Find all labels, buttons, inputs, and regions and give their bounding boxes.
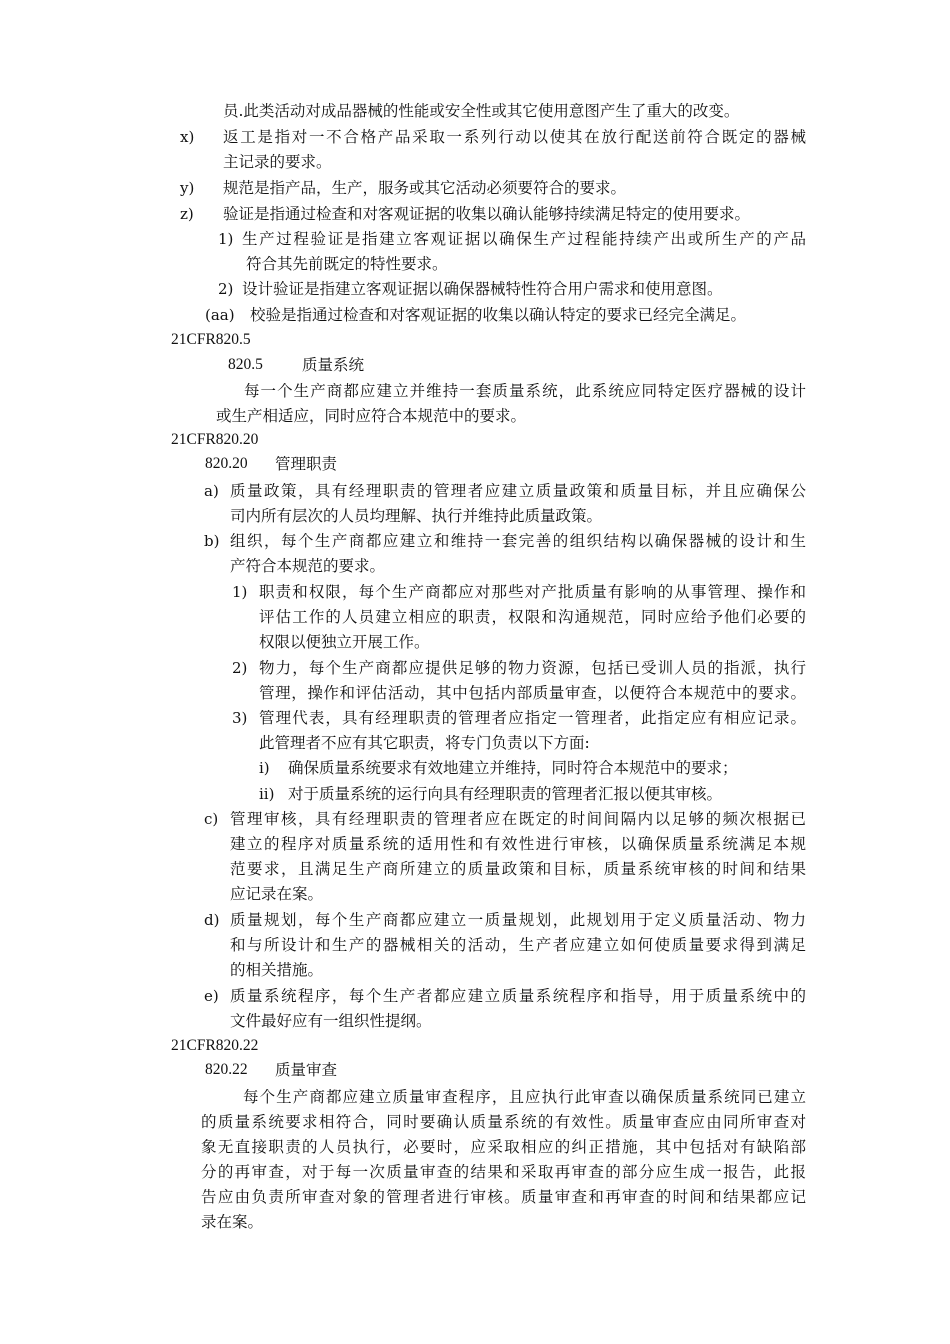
item-x-text-cont: 主记录的要求。 (223, 153, 332, 171)
section-820-5-para-line1: 每一个生产商都应建立并维持一套质量系统，此系统应同特定医疗器械的设计 (244, 382, 806, 400)
item-e-text-cont: 文件最好应有一组织性提纲。 (230, 1012, 432, 1030)
item-aa-text: 校验是指通过检查和对客观证据的收集以确认特定的要求已经完全满足。 (250, 306, 747, 324)
item-b-label: b) (204, 532, 220, 550)
item-b-1-text-cont: 评估工作的人员建立相应的职责，权限和沟通规范，同时应给予他们必要的 (259, 608, 806, 626)
item-b-2-label: 2) (232, 659, 248, 677)
section-820-5-para-line2: 或生产相适应，同时应符合本规范中的要求。 (216, 407, 527, 425)
item-c-text-cont2: 范要求，且满足生产商所建立的质量政策和目标，质量系统审核的时间和结果 (230, 860, 806, 878)
item-d-text: 质量规划，每个生产商都应建立一质量规划，此规划用于定义质量活动、物力 (230, 911, 806, 929)
item-d-text-cont2: 的相关措施。 (230, 961, 324, 979)
item-b-1-text: 职责和权限，每个生产商都应对那些对产批质量有影响的从事管理、操作和 (259, 583, 806, 601)
section-820-22-para-line3: 象无直接职责的人员执行，必要时，应采取相应的纠正措施，其中包括对有缺陷部 (201, 1138, 806, 1156)
item-y-text: 规范是指产品，生产，服务或其它活动必须要符合的要求。 (223, 179, 627, 197)
item-b-3-label: 3) (232, 709, 248, 727)
item-c-label: c) (204, 810, 219, 828)
item-aa-label: (aa) (205, 306, 235, 324)
section-820-22-para-line1: 每个生产商都应建立质量审查程序，且应执行此审查以确保质量系统同已建立 (243, 1088, 806, 1106)
item-a-text: 质量政策，具有经理职责的管理者应建立质量政策和质量目标，并且应确保公 (230, 482, 806, 500)
section-ref-820-20: 21CFR820.20 (171, 431, 259, 448)
section-820-22-para-line5: 告应由负责所审查对象的管理者进行审核。质量审查和再审查的时间和结果都应记 (201, 1188, 806, 1206)
section-ref-820-5: 21CFR820.5 (171, 331, 251, 348)
item-x-label: x) (180, 128, 195, 146)
item-z-1-text: 生产过程验证是指建立客观证据以确保生产过程能持续产出或所生产的产品 (242, 230, 806, 248)
section-title-820-20: 管理职责 (275, 455, 338, 473)
section-number-820-22: 820.22 (205, 1061, 248, 1078)
item-c-text-cont3: 应记录在案。 (230, 885, 324, 903)
definition-w-continuation: 员.此类活动对成品器械的性能或安全性或其它使用意图产生了重大的改变。 (223, 102, 740, 120)
item-b-3-text-cont: 此管理者不应有其它职责，将专门负责以下方面: (259, 734, 590, 752)
item-z-2-text: 设计验证是指建立客观证据以确保器械特性符合用户需求和使用意图。 (242, 280, 723, 298)
item-b-3-i-label: i) (259, 759, 270, 777)
item-b-1-text-cont2: 权限以便独立开展工作。 (259, 633, 430, 651)
section-number-820-20: 820.20 (205, 455, 248, 472)
item-b-1-label: 1) (232, 583, 248, 601)
section-ref-820-22: 21CFR820.22 (171, 1037, 259, 1054)
item-b-text-cont: 产符合本规范的要求。 (230, 557, 386, 575)
item-b-2-text-cont: 管理，操作和评估活动，其中包括内部质量审查，以便符合本规范中的要求。 (259, 684, 806, 702)
item-b-3-ii-label: ii) (259, 785, 275, 803)
section-title-820-22: 质量审查 (275, 1061, 338, 1079)
item-b-3-i-text: 确保质量系统要求有效地建立并维持，同时符合本规范中的要求； (288, 759, 738, 777)
item-e-text: 质量系统程序，每个生产者都应建立质量系统程序和指导，用于质量系统中的 (230, 987, 806, 1005)
item-y-label: y) (180, 179, 195, 197)
item-b-2-text: 物力，每个生产商都应提供足够的物力资源，包括已受训人员的指派，执行 (259, 659, 806, 677)
item-a-label: a) (204, 482, 219, 500)
item-z-1-text-cont: 符合其先前既定的特性要求。 (246, 255, 448, 273)
item-e-label: e) (204, 987, 219, 1005)
section-number-820-5: 820.5 (228, 356, 263, 373)
item-z-2-label: 2) (218, 280, 234, 298)
item-c-text-cont: 建立的程序对质量系统的适用性和有效性进行审核，以确保质量系统满足本规 (230, 835, 806, 853)
item-z-text: 验证是指通过检查和对客观证据的收集以确认能够持续满足特定的使用要求。 (223, 205, 751, 223)
item-b-text: 组织，每个生产商都应建立和维持一套完善的组织结构以确保器械的设计和生 (230, 532, 806, 550)
section-820-22-para-line2: 的质量系统要求相符合，同时要确认质量系统的有效性。质量审查应由同所审查对 (201, 1113, 806, 1131)
item-x-text: 返工是指对一不合格产品采取一系列行动以使其在放行配送前符合既定的器械 (223, 128, 806, 146)
item-b-3-text: 管理代表，具有经理职责的管理者应指定一管理者，此指定应有相应记录。 (259, 709, 806, 727)
section-820-22-para-line4: 分的再审查，对于每一次质量审查的结果和采取再审查的部分应生成一报告，此报 (201, 1163, 806, 1181)
section-820-22-para-line6: 录在案。 (201, 1213, 264, 1231)
item-b-3-ii-text: 对于质量系统的运行向具有经理职责的管理者汇报以便其审核。 (288, 785, 723, 803)
item-c-text: 管理审核，具有经理职责的管理者应在既定的时间间隔内以足够的频次根据已 (230, 810, 806, 828)
item-z-label: z) (180, 205, 194, 223)
item-d-text-cont: 和与所设计和生产的器械相关的活动，生产者应建立如何使质量要求得到满足 (230, 936, 806, 954)
item-d-label: d) (204, 911, 220, 929)
section-title-820-5: 质量系统 (302, 356, 365, 374)
item-z-1-label: 1) (218, 230, 234, 248)
item-a-text-cont: 司内所有层次的人员均理解、执行并维持此质量政策。 (230, 507, 603, 525)
